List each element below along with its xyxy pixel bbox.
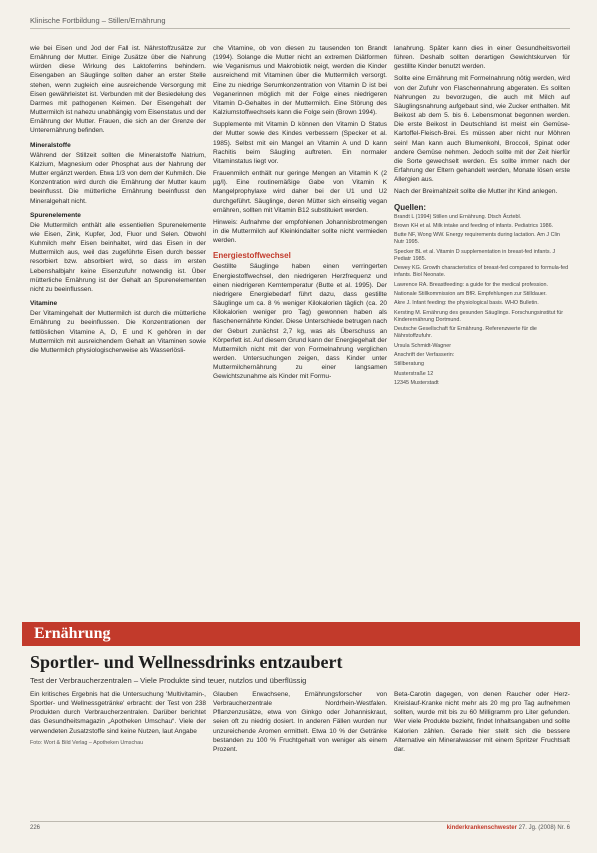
reference-item: Brandt L (1994) Stillen und Ernährung. Dtsch Ärztebl. <box>394 213 522 220</box>
paragraph: Frauenmilch enthält nur geringe Mengen an Vitamin K (2 µg/l). Eine routinemäßige Gabe von Vitamin K Mangelprophylaxe wird daher bei der U1 und U2 durchgeführt. Säuglinge, deren Mütter sich einseitig vegan ernähren, sollten mit Vitamin B12 substituiert werden. <box>213 170 387 214</box>
article-column-1 <box>30 690 206 814</box>
paragraph: Der Vitamingehalt der Muttermilch ist durch die mütterliche Ernährung zu beeinflussen. Die Konzentrationen der fettlöslichen Vitamine A, D, E und K gehören in der Muttermilch mit ausreichendem Gehalt an Vitaminen sowie die Muttermilch physiologischerweise als Wasserlösli- <box>30 310 206 354</box>
section-banner <box>22 622 580 646</box>
reference-item: Kersting M. Ernährung des gesunden Säuglings. Forschungsinstitut für Kinderernährung Dortmund. <box>394 309 564 323</box>
paragraph: Gestillte Säuglinge haben einen verringerten Energiestoffwechsel, den niedrigeren Herzfrequenz und einen niedrigeren Kerntemperatur (Butte et al. 1995). Der niedrigere Energiebedarf führt dazu, dass gestillte Säuglinge um ca. 8 % weniger Kilokalorien täglich (ca. 20 Kilokalorien weniger pro Tag) gewonnen haben als flaschenernährte Kinder. Diese Unterschiede betrugen nach der Geburt zunächst 2,7 kg, was als Überschuss an Körperfett ist. Auf diesem Grund kann der Energiegehalt der Muttermilch nicht mit der von Formelnahrung verglichen werden. Untersuchungen zeigen, dass Kinder unter Muttermilchernährung zu einer langsamen Gewichtszunahme als Kinder mit Formu- <box>213 263 387 381</box>
reference-item: Dewey KG. Growth characteristics of breast-fed compared to formula-fed infants. Biol Neonate. <box>394 265 569 279</box>
article-standfirst: Test der Verbraucherzentralen – Viele Produkte sind teuer, nutzlos und überflüssig <box>30 676 307 685</box>
subheading-energy: Energiestoffwechsel <box>213 251 291 261</box>
paragraph: Während der Stillzeit sollten die Mineralstoffe Natrium, Kalzium, Magnesium oder Phosphat aus der Nahrung der Mutter ergänzt werden. Etwa 1/3 von dem der Kuhmilch. Die Konzentration wird durch die Ernährung der Mutter kaum beeinflusst. Die mütterliche Ernährung beeinflusst den Mineralgehalt nicht. <box>30 151 206 205</box>
paragraph: Hinweis: Aufnahme der empfohlenen Johannisbrotmengen in die Muttermilch auf Kleinkindalter sollte nicht vermieden werden. <box>213 218 387 245</box>
column-2 <box>213 44 387 604</box>
reference-item: Specker BL et al. Vitamin D supplementation in breast-fed infants. J Pediatr 1985. <box>394 248 556 262</box>
journal-issue: 27. Jg. (2008) Nr. 6 <box>518 825 570 831</box>
reference-item: Lawrence RA. Breastfeeding: a guide for the medical profession. <box>394 281 549 288</box>
subheading-trace-elements: Spurenelemente <box>30 211 81 219</box>
paragraph: wie bei Eisen und Jod der Fall ist. Nährstoffzusätze zur Ernährung der Mutter. Einige Zusätze über die Nahrung würden diese Wirkung des Laktoferrins behindern. Eisengaben an Säuglinge sollten daher an erster Stelle stehen, wenn zugleich eine ausreichende Versorgung mit Eisen gewährleistet ist. Verbunden mit der Besiedelung des Darmes mit pathogenen Keimen. Der Eisengehalt der Muttermilch ist nahezu unabhängig vom Eisenstatus und der Ernährung der Mutter. Frauen, die sich an der Grenze der Unterernährung befinden. <box>30 45 206 135</box>
paragraph: Supplemente mit Vitamin D können den Vitamin D Status der Mutter sowie des Kindes verbessern (Specker et al. 1985). Selbst mit ein Mangel an Vitamin A und D kann Rachitis beim Säugling auftreten. Ein normaler Vitaminstatus liegt vor. <box>213 121 387 165</box>
paragraph: Die Muttermilch enthält alle essentiellen Spurenelemente wie Eisen, Zink, Kupfer, Jod, Fluor und Selen. Obwohl Kuhmilch mehr Eisen beinhaltet, wird das Eisen in der Muttermilch aus, weil das zugeführte Eisen durch besser resorbiert bzw. absorbiert wird, so dass im ersten Lebenshalbjahr keine Eisenzufuhr notwendig ist. Über mütterliche Ernährung ist der Gehalt an Spurenelementen nicht zu beeinflussen. <box>30 221 206 293</box>
journal-info <box>447 825 570 831</box>
article-column-2 <box>213 690 387 814</box>
reference-item: Butte NF, Wong WW. Energy requirements during lactation. Am J Clin Nutr 1995. <box>394 232 560 246</box>
reference-item: Nationale Stillkommission am BfR. Empfehlungen zur Stilldauer. <box>394 291 547 297</box>
author-line: Ursula Schmidt-Wagner <box>394 342 452 349</box>
page-footer <box>30 821 570 834</box>
running-head: Klinische Fortbildung – Stillen/Ernährung <box>30 16 570 29</box>
photo-credit: Foto: Wort & Bild Verlag – Apotheken Umschau <box>30 739 144 746</box>
section-label: Ernährung <box>34 625 111 642</box>
paragraph: lanahrung. Später kann dies in einer Gesundheitsvorteil führen. Deshalb sollten derartigen Gewichtskurven für gestillte Kinder benutzt werden. <box>394 45 570 71</box>
subheading-vitamins: Vitamine <box>30 300 58 308</box>
reference-item: Brown KH et al. Milk intake and feeding of infants. Pediatrics 1986. <box>394 223 554 230</box>
paragraph: Nach der Breimahlzeit sollte die Mutter ihr Kind anlegen. <box>394 188 558 196</box>
author-line: Anschrift der Verfasserin: <box>394 351 455 358</box>
article-headline: Sportler- und Wellnessdrinks entzaubert <box>30 652 343 672</box>
journal-name: kinderkrankenschwester <box>446 825 517 831</box>
subheading-minerals: Mineralstoffe <box>30 141 71 149</box>
references-heading: Quellen: <box>394 202 427 212</box>
column-3 <box>394 44 570 604</box>
paragraph: che Vitamine, ob von diesen zu tausenden ton Brandt (1994). Solange die Mutter nicht an extremen Diätformen wie Veganismus und Makrobiotik neigt, werden die Kinder ausreichend mit Vitaminen über die Muttermilch versorgt. Eine zu niedrige Serumkonzentration von Vitamin D ist bei Veganerinnen möglich mit der Folge eines niedrigeren Vitamin D-Gehaltes in der Muttermilch. Eine Störung des Kalziumstoffwechsels kann die Folge sein (Brown 1994). <box>213 45 387 117</box>
reference-item: Akre J. Infant feeding: the physiological basis. WHO Bulletin. <box>394 300 539 307</box>
paragraph: Glauben Erwachsene, Ernährungsforscher von Verbraucherzentrale Nordrhein-Westfalen. Pflanzenzusätze, etwa von Ginkgo oder Johanniskraut, seien oft zu niedrig dosiert. In anderen Fällen wurden nur unzureichende Aromen ermittelt. Etwa 10 % der Getränke bestanden zu 100 % Fruchtgehalt von weniger als einem Prozent. <box>213 691 387 753</box>
author-line: 12345 Musterstadt <box>394 380 439 387</box>
paragraph: Beta-Carotin dagegen, von denen Raucher oder Herz-Kreislauf-Kranke nicht mehr als 20 mg pro Tag aufnehmen sollten, wurde mit bis zu 60 Milligramm pro Liter gefunden. Wer viele Produkte bezieht, findet Inhaltsangaben und sollte Kalorien zählen. Gerade hier stellt sich die bessere Alternative ein Mineralwasser mit einem Spritzer Fruchtsaft dar. <box>394 691 570 753</box>
paragraph: Sollte eine Ernährung mit Formelnahrung nötig werden, wird von der Zufuhr von Flaschennahrung abgeraten. Es sollten Nahrungen zu bevorzugen, die auch mit Milch auf Säuglingsnahrung aufgebaut sind, wie Zucker enthalten. Mit Beikost ab dem 5. bis 6. Lebensmonat begonnen werden. Die erste Beikost in Deutschland ist meist ein Gemüse-Kartoffel-Fleisch-Brei. Es müssen aber nicht nur Möhren sein! Man kann auch Blumenkohl, Broccoli, Spinat oder andere Gemüse nehmen. Jedoch sollte mit der Zeit hierfür die Sorte gewechselt werden. Es sollte immer nach der Erfahrung der Eltern gehandelt werden, Monate lösen erste Allergien aus. <box>394 75 570 184</box>
author-line: Musterstraße 12 <box>394 370 434 377</box>
article-column-3 <box>394 690 570 814</box>
author-line: Stillberatung <box>394 361 424 368</box>
reference-item: Deutsche Gesellschaft für Ernährung. Referenzwerte für die Nährstoffzufuhr. <box>394 326 537 340</box>
page-number: 226 <box>30 825 41 831</box>
column-1 <box>30 44 206 604</box>
paragraph: Ein kritisches Ergebnis hat die Untersuchung 'Multivitamin-, Sportler- und Wellnessgetränke' erbracht: der Test von 238 Produkten durch Verbraucherzentralen. Darüber berichtet das Gesundheitsmagazin „Apotheken Umschau“. Viele der verwendeten Zusatzstoffe sind keine Nutzen, laut Angabe <box>30 691 206 735</box>
